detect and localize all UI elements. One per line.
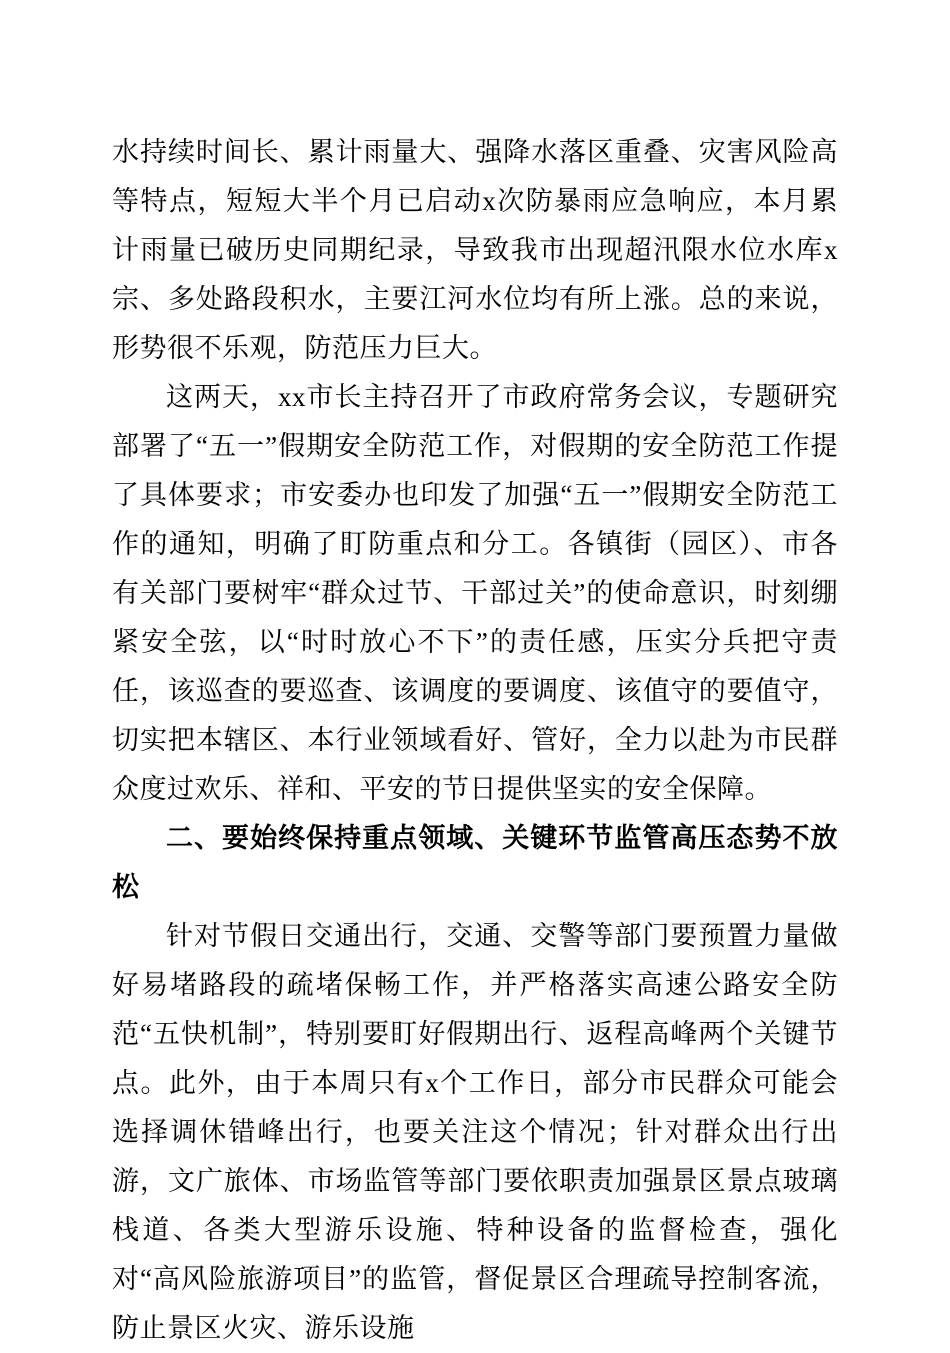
paragraph: 水持续时间长、累计雨量大、强降水落区重叠、灾害风险高等特点，短短大半个月已启动x次防暴雨应急响应，本月累计雨量已破历史同期纪录，导致我市出现超汛限水位水库x宗、多处路段积水，主要江河水位均有所上涨。总的来说，形势很不乐观，防范压力巨大。: [112, 137, 838, 363]
document-body: [112, 128, 838, 1353]
section-heading: 二、要始终保持重点领域、关键环节监管高压态势不放松: [112, 823, 838, 902]
paragraph: 针对节假日交通出行，交通、交警等部门要预置力量做好易堵路段的疏堵保畅工作，并严格落实高速公路安全防范“五快机制”，特别要盯好假期出行、返程高峰两个关键节点。此外，由于本周只有x个工作日，部分市民群众可能会选择调休错峰出行，也要关注这个情况；针对群众出行出游，文广旅体、市场监管等部门要依职责加强景区景点玻璃栈道、各类大型游乐设施、特种设备的监督检查，强化对“高风险旅游项目”的监管，督促景区合理疏导控制客流，防止景区火灾、游乐设施: [112, 921, 838, 1343]
paragraph: 这两天，xx市长主持召开了市政府常务会议，专题研究部署了“五一”假期安全防范工作，对假期的安全防范工作提了具体要求；市安委办也印发了加强“五一”假期安全防范工作的通知，明确了盯防重点和分工。各镇街（园区）、市各有关部门要树牢“群众过节、干部过关”的使命意识，时刻绷紧安全弦，以“时时放心不下”的责任感，压实分兵把守责任，该巡查的要巡查、该调度的要调度、该值守的要值守，切实把本辖区、本行业领域看好、管好，全力以赴为市民群众度过欢乐、祥和、平安的节日提供坚实的安全保障。: [112, 382, 838, 804]
